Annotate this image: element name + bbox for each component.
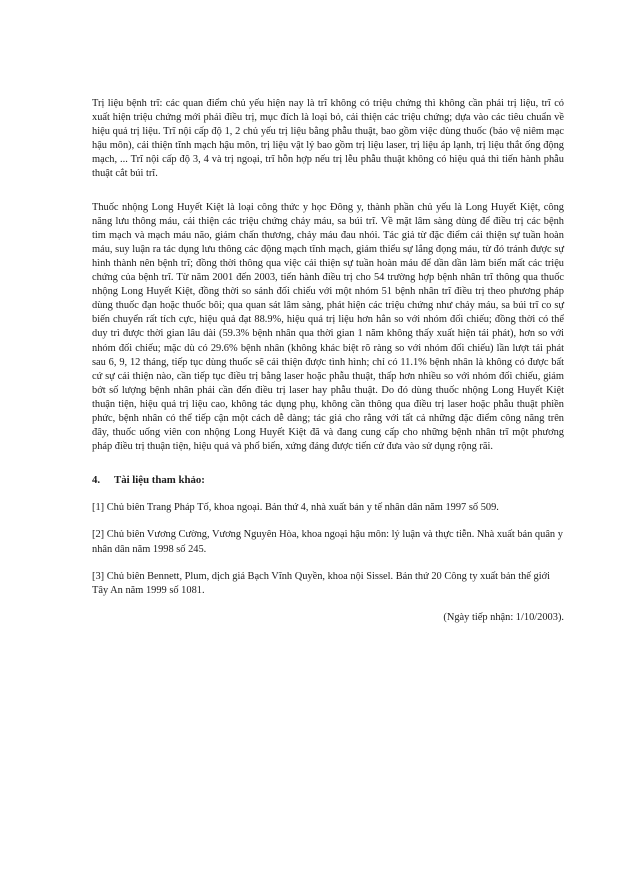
paragraph-treatment: Trị liệu bệnh trĩ: các quan điểm chủ yếu hiện nay là trĩ không có triệu chứng thì không cần phải trị liệu, trĩ có xuất hiện triệu chứng mới phải điều trị, mục đích là loại bỏ, cải thiện các triệu chứng; dựa vào các tiêu chuẩn về hiệu quả trị liệu. Trĩ nội cấp độ 1, 2 chủ yếu trị liệu bằng phẫu thuật, bao gồm việc dùng thuốc (bảo vệ niêm mạc hậu môn), cải thiện tĩnh mạch hậu môn, trị liệu vật lý bao gồm trị liệu laser, trị liệu áp lạnh, trị liệu thắt ống động mạch, ... Trĩ nội cấp độ 3, 4 và trị ngoại, trĩ hỗn hợp nếu trị lễu phẫu thuật không có hiệu quả thì tiến hành phẫu thuật cắt búi trĩ.: [92, 98, 564, 180]
reference-item-1: [1] Chủ biên Trang Pháp Tố, khoa ngoại. Bản thứ 4, nhà xuất bản y tế nhân dân năm 1997 số 509.: [92, 502, 499, 514]
reference-item-2: [2] Chủ biên Vương Cường, Vương Nguyên Hòa, khoa ngoại hậu môn: lý luận và thực tiễn. Nhà xuất bản quân y nhân dân năm 1998 số 245.: [92, 529, 563, 555]
section-title: Tài liệu tham khảo:: [114, 474, 205, 487]
section-heading-references: [92, 473, 564, 487]
reference-item-3: [3] Chủ biên Bennett, Plum, dịch giả Bạch Vĩnh Quyền, khoa nội Sissel. Bản thứ 20 Công ty xuất bản thế giới Tây An năm 1999 số 1081.: [92, 570, 550, 596]
paragraph-long-huyet-kiet: Thuốc nhộng Long Huyết Kiệt là loại công thức y học Đông y, thành phần chủ yếu là Long Huyết Kiệt, công năng lưu thông máu, cải thiện các triệu chứng chảy máu, sa búi trĩ. Về mặt lâm sàng dùng để điều trị các bệnh tim mạch và mạch máu não, giảm chấn thương, chảy máu đau nhói. Tác giả từ đặc điểm cải thiện sự tuần hoàn máu, suy luận ra tác dụng lưu thông các động mạch tĩnh mạch, giảm thiểu sự lắng đọng máu, từ đó tránh được sự hình thành nên bệnh trĩ; đồng thời thông qua việc cải thiện sự tuần hoàn máu để dần dần làm biến mất các triệu chứng của bệnh trĩ. Từ năm 2001 đến 2003, tiến hành điều trị cho 54 trường hợp bệnh nhân trĩ thông qua thuốc nhộng Long Huyết Kiệt, đồng thời so sánh đối chiếu với một nhóm 51 bệnh nhân trĩ điều trị theo phương pháp dùng thuốc đạn hoặc thuốc bôi; qua quan sát lâm sàng, phát hiện các triệu chứng như chảy máu, sa búi trĩ co sự biến chuyển rất tích cực, hiệu quả đạt 88.9%, hiệu quả trị liệu hơn hẳn so với nhóm đối chiếu; đồng thời có thể duy trì được thời gian lâu dài (59.3% bệnh nhân qua thời gian 1 năm không thấy xuất hiện tái phát), hơn so với nhóm đối chiếu; mặc dù có 29.6% bệnh nhân (không khác biệt rõ ràng so với nhóm đối chiếu) lần lượt tái phát sau 6, 9, 12 tháng, tiếp tục dùng thuốc sẽ cải thiện được tình hình; chỉ có 11.1% bệnh nhân là không có được bất cứ sự cải thiện nào, cần tiếp tục điều trị bằng laser hoặc phẫu thuật, thấp hơn nhiều so với nhóm đối chiếu, giảm bớt số lượng bệnh nhân phải cần đến điều trị laser hay phẫu thuật. Do đó dùng thuốc nhộng Long Huyết Kiệt thuận tiện, hiệu quả trị liệu cao, không tác dụng phụ, không cần thông qua điều trị laser hoặc phẫu thuật phiền phức, bệnh nhân có thể tiếp cận một cách dễ dàng; tác giả cho rằng với tất cả những đặc điểm công năng trên đây, thuốc uống viên con nhộng Long Huyết Kiệt đã và đang cung cấp cho những bệnh nhân trĩ một phương pháp điều trị thuận tiện, hiệu quả và phổ biến, xứng đáng được tiến cử đưa vào sử dụng rộng rãi.: [92, 201, 564, 453]
section-number: 4.: [92, 474, 101, 487]
document-body: [92, 97, 564, 625]
received-date-note: (Ngày tiếp nhận: 1/10/2003).: [443, 611, 564, 623]
